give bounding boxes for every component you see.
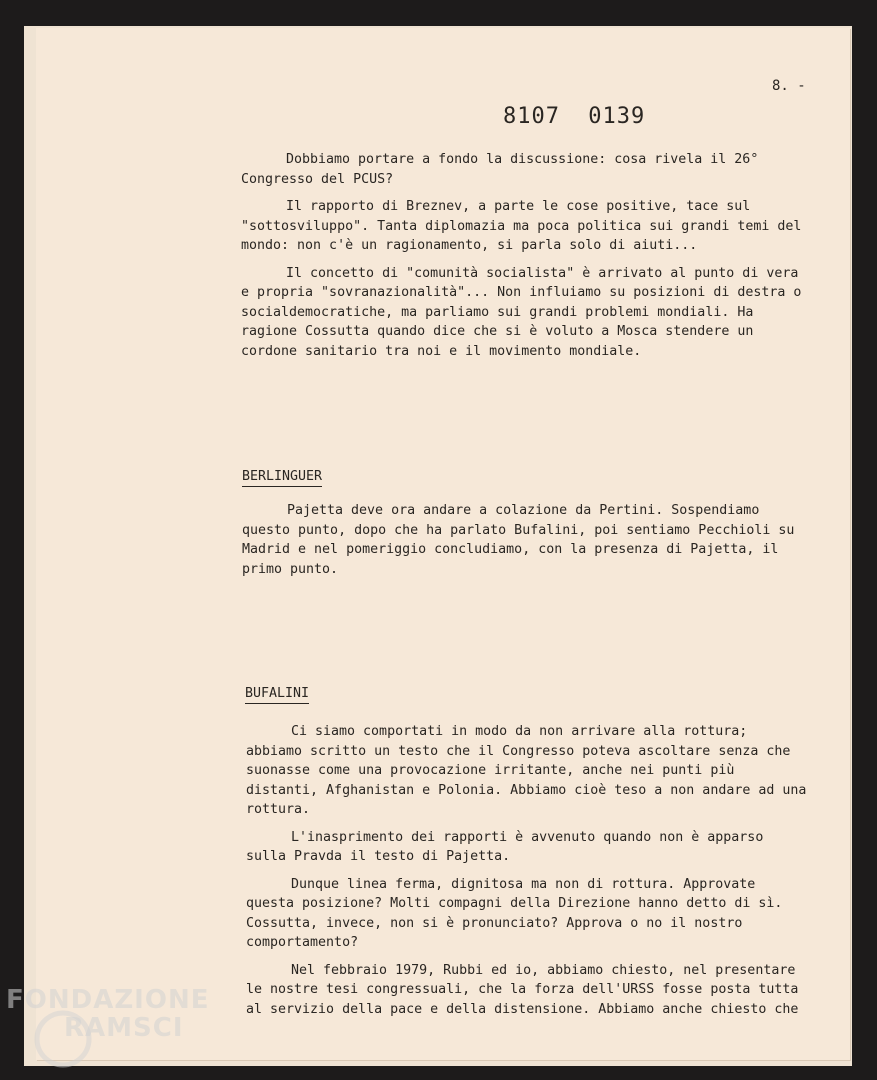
paragraph: Nel febbraio 1979, Rubbi ed io, abbiamo chiesto, nel presentare le nostre tesi congressuali, che la forza dell'URSS fosse posta tutta al servizio della pace e della distensione. Abbiamo anche chiesto che	[246, 962, 799, 1017]
paragraph: Il concetto di "comunità socialista" è arrivato al punto di vera e propria "sovranazionalità"... Non influiamo su posizioni di destra o socialdemocratiche, ma parliamo sui grandi problemi mondiali. Ha ragione Cossutta quando dice che si è voluto a Mosca stendere un cordone sanitario tra noi e il movimento mondiale.	[241, 265, 802, 359]
document-page	[36, 28, 850, 1060]
speaker-heading-berlinguer: BERLINGUER	[242, 469, 322, 487]
watermark	[6, 986, 209, 1042]
berlinguer-text	[242, 501, 802, 587]
intro-text	[241, 150, 811, 369]
paragraph: L'inasprimento dei rapporti è avvenuto quando non è apparso sulla Pravda il testo di Pajetta.	[246, 829, 764, 864]
speaker-heading-bufalini: BUFALINI	[245, 686, 309, 704]
watermark-line-1: FONDAZIONE	[6, 985, 210, 1015]
paragraph: Il rapporto di Breznev, a parte le cose positive, tace sul "sottosviluppo". Tanta diplomazia ma poca politica sui grandi temi del mondo: non c'è un ragionamento, si parla solo di aiuti...	[241, 199, 802, 253]
page-number: 8. -	[772, 78, 806, 94]
paragraph: Dobbiamo portare a fondo la discussione: cosa rivela il 26° Congresso del PCUS?	[241, 152, 759, 187]
paragraph: Dunque linea ferma, dignitosa ma non di rottura. Approvate questa posizione? Molti compagni della Direzione hanno detto di sì. Cossutta, invece, non si è pronunciato? Approva o no il nostro comportamento?	[246, 876, 783, 950]
paragraph: Pajetta deve ora andare a colazione da Pertini. Sospendiamo questo punto, dopo che ha parlato Bufalini, poi sentiamo Pecchioli su Madrid e nel pomeriggio concludiamo, con la presenza di Pajetta, il primo punto.	[242, 503, 795, 577]
watermark-line-2: RAMSCI	[64, 1013, 184, 1043]
paragraph: Ci siamo comportati in modo da non arrivare alla rottura; abbiamo scritto un testo che il Congresso poteva ascoltare senza che suonasse come una provocazione irritante, anche nei punti più distanti, Afghanistan e Polonia. Abbiamo cioè teso a non andare ad una rottura.	[246, 724, 807, 817]
bufalini-text	[246, 722, 811, 1027]
document-code: 8107 0139	[503, 104, 646, 129]
